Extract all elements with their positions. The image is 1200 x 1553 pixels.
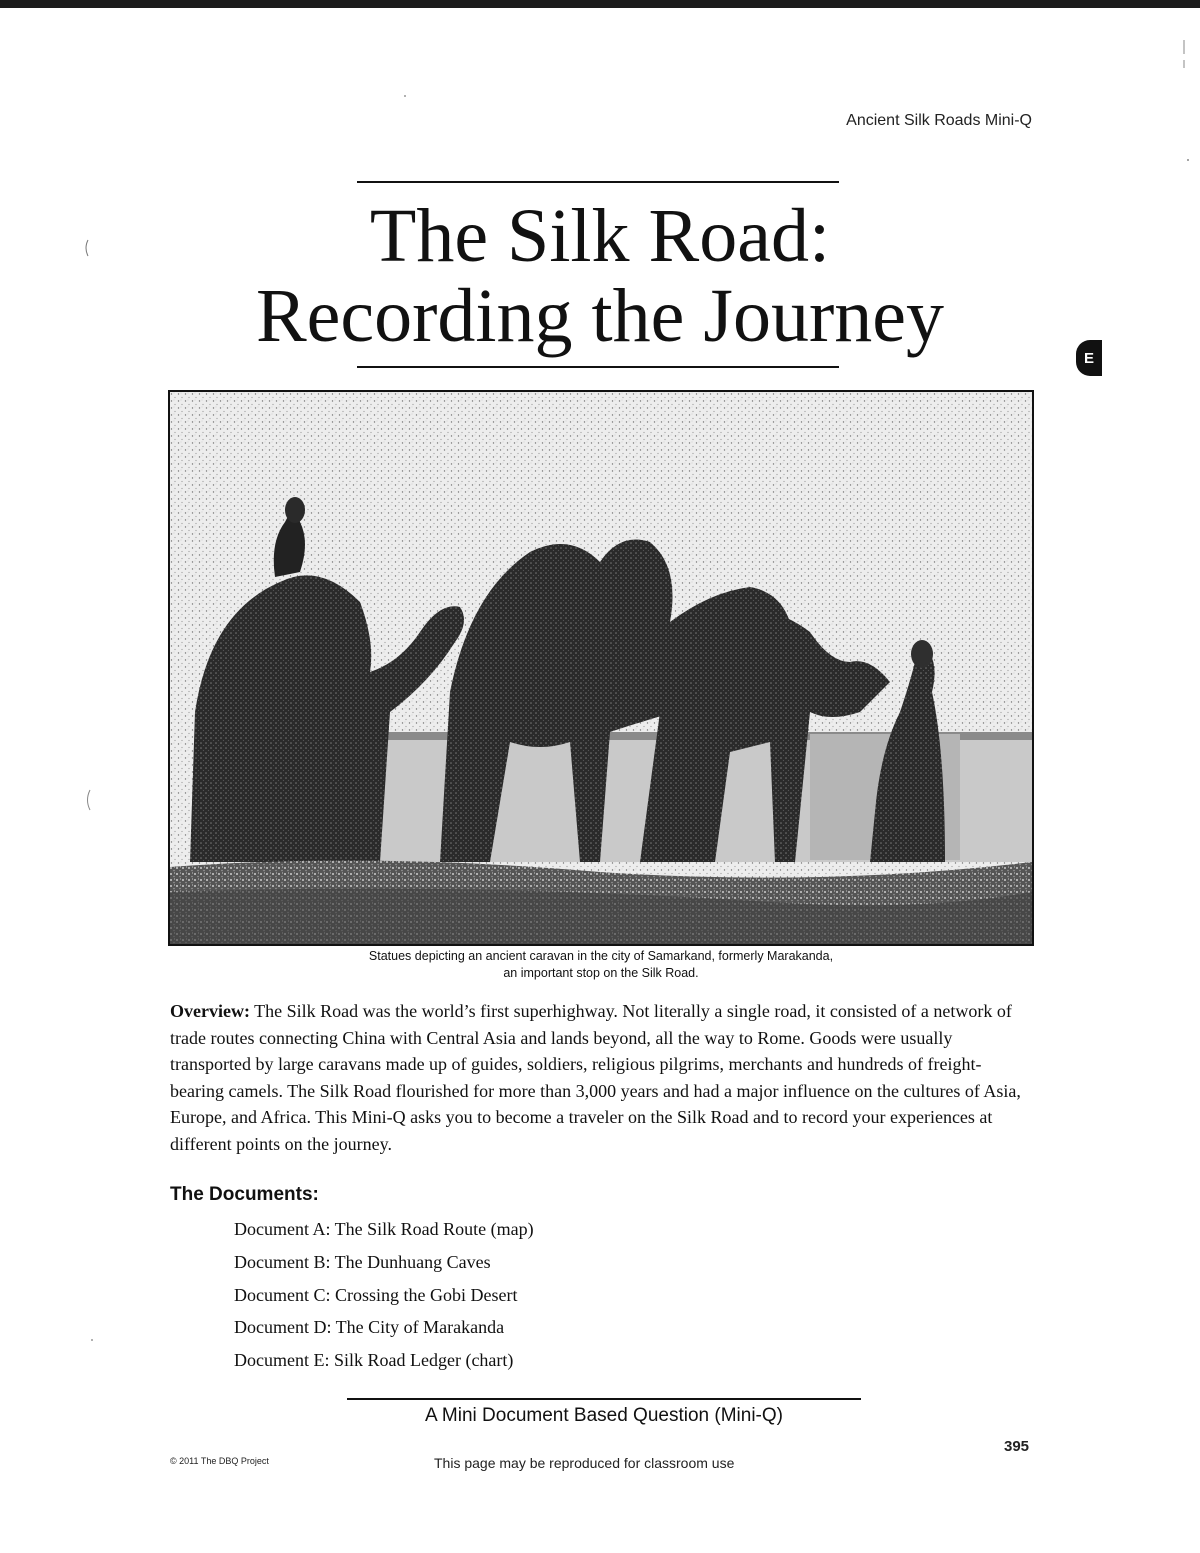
caravan-photo bbox=[168, 390, 1034, 946]
documents-list bbox=[234, 1213, 534, 1377]
document-item-c: Document C: Crossing the Gobi Desert bbox=[234, 1284, 518, 1305]
page-number: 395 bbox=[1004, 1438, 1030, 1455]
title-rule-bottom bbox=[357, 366, 839, 368]
section-tab-marker bbox=[1076, 340, 1102, 376]
scan-edge bbox=[0, 0, 1200, 8]
document-item-d: Document D: The City of Marakanda bbox=[234, 1317, 505, 1338]
photo-caption bbox=[168, 948, 1034, 982]
overview-label: Overview: bbox=[170, 1001, 250, 1021]
page-title bbox=[0, 196, 1200, 356]
caption-line-2: an important stop on the Silk Road. bbox=[503, 966, 699, 980]
caption-line-1: Statues depicting an ancient caravan in the city of Samarkand, formerly Marakanda, bbox=[368, 949, 834, 963]
title-rule-top bbox=[357, 181, 839, 183]
footer-rule bbox=[347, 1398, 861, 1400]
document-item-e: Document E: Silk Road Ledger (chart) bbox=[234, 1350, 514, 1371]
reproduction-note: This page may be reproduced for classroom use bbox=[434, 1455, 735, 1471]
copyright-notice: © 2011 The DBQ Project bbox=[170, 1456, 269, 1466]
footer-title: A Mini Document Based Question (Mini-Q) bbox=[425, 1405, 783, 1426]
overview-text: The Silk Road was the world’s first superhighway. Not literally a single road, it consisted of a network of trade routes connecting China with Central Asia and lands beyond, all the way to Rome. Goods were usually transported by large caravans made up of guides, soldiers, religious pilgrims, merchants and hundreds of freight-bearing camels. The Silk Road flourished for more than 3,000 years and had a major influence on the cultures of Asia, Europe, and Africa. This Mini-Q asks you to become a traveler on the Silk Road and to record your experiences at different points on the journey. bbox=[170, 1001, 1021, 1154]
document-item-b: Document B: The Dunhuang Caves bbox=[234, 1251, 491, 1272]
overview-paragraph bbox=[170, 998, 1032, 1157]
document-item-a: Document A: The Silk Road Route (map) bbox=[234, 1219, 534, 1239]
title-line-1: The Silk Road: bbox=[369, 194, 831, 278]
caravan-statues-image bbox=[170, 392, 1032, 944]
title-line-2: Recording the Journey bbox=[255, 274, 945, 358]
section-tab-letter: E bbox=[1083, 349, 1094, 367]
documents-heading: The Documents: bbox=[170, 1184, 319, 1205]
running-header: Ancient Silk Roads Mini-Q bbox=[846, 112, 1032, 129]
